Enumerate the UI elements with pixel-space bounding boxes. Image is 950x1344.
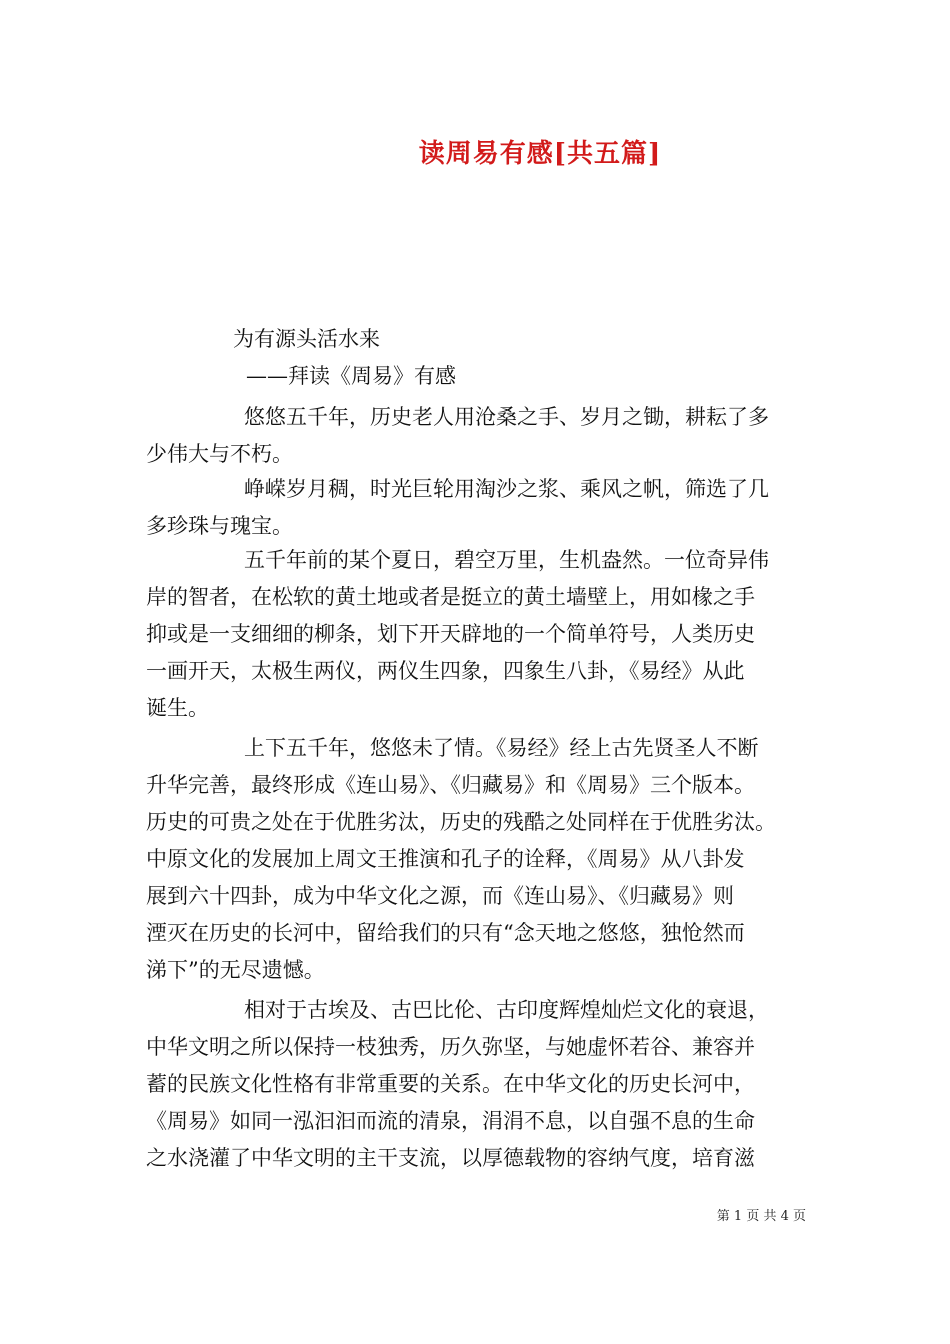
paragraph-line: 诞生。 [146, 696, 209, 720]
paragraph-line: 展到六十四卦，成为中华文化之源，而《连山易》、《归藏易》则 [146, 884, 734, 908]
paragraph-line: 上下五千年，悠悠未了情。《易经》经上古先贤圣人不断 [244, 736, 759, 760]
paragraph-line: 《周易》如同一泓汩汩而流的清泉，涓涓不息，以自强不息的生命 [146, 1109, 755, 1133]
paragraph-line: 历史的可贵之处在于优胜劣汰，历史的残酷之处同样在于优胜劣汰。 [146, 810, 776, 834]
paragraph-line: 中华文明之所以保持一枝独秀，历久弥坚，与她虚怀若谷、兼容并 [146, 1035, 755, 1059]
document-byline: ——拜读《周易》有感 [246, 364, 456, 388]
paragraph-line: 升华完善，最终形成《连山易》、《归藏易》和《周易》三个版本。 [146, 773, 755, 797]
page-number: 第 1 页 共 4 页 [716, 1209, 806, 1224]
paragraph-line: 涕下”的无尽遗憾。 [146, 958, 325, 982]
paragraph-line: 抑或是一支细细的柳条，划下开天辟地的一个简单符号，人类历史 [146, 622, 755, 646]
paragraph-2 [146, 471, 810, 545]
paragraph-line: 之水浇灌了中华文明的主干支流，以厚德载物的容纳气度，培育滋 [146, 1146, 755, 1170]
document-title: 读周易有感[共五篇] [418, 139, 662, 169]
paragraph-line: 相对于古埃及、古巴比伦、古印度辉煌灿烂文化的衰退， [244, 998, 769, 1022]
paragraph-line: 中原文化的发展加上周文王推演和孔子的诠释，《周易》从八卦发 [146, 847, 745, 871]
paragraph-line: 悠悠五千年，历史老人用沧桑之手、岁月之锄，耕耘了多 [244, 405, 769, 429]
paragraph-line: 湮灭在历史的长河中，留给我们的只有“念天地之悠悠，独怆然而 [146, 921, 745, 945]
paragraph-line: 五千年前的某个夏日，碧空万里，生机盎然。一位奇异伟 [244, 548, 769, 572]
paragraph-line: 多珍珠与瑰宝。 [146, 514, 293, 538]
paragraph-5 [146, 992, 810, 1177]
paragraph-4 [146, 730, 810, 989]
paragraph-line: 岸的智者，在松软的黄土地或者是挺立的黄土墙壁上，用如椽之手 [146, 585, 755, 609]
paragraph-line: 少伟大与不朽。 [146, 442, 293, 466]
paragraph-line: 蓄的民族文化性格有非常重要的关系。在中华文化的历史长河中， [146, 1072, 755, 1096]
paragraph-1 [146, 399, 810, 473]
paragraph-3 [146, 542, 810, 727]
paragraph-line: 一画开天，太极生两仪，两仪生四象，四象生八卦，《易经》从此 [146, 659, 745, 683]
paragraph-line: 峥嵘岁月稠，时光巨轮用淘沙之浆、乘风之帆，筛选了几 [244, 477, 769, 501]
document-subtitle: 为有源头活水来 [233, 327, 380, 351]
